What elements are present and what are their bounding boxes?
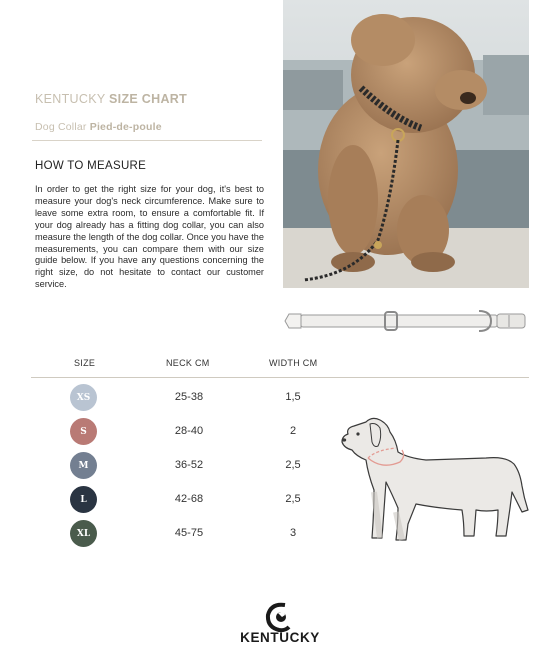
width-value: 2,5 (285, 493, 301, 505)
product-subtitle (35, 121, 162, 133)
collar-icon (281, 306, 531, 336)
kentucky-logo-text: KENTUCKY (240, 630, 320, 645)
size-badge: XL (70, 520, 97, 547)
neck-value: 36-52 (174, 459, 204, 471)
horse-crest-icon (263, 601, 293, 633)
neck-value: 28-40 (174, 425, 204, 437)
size-badge: M (70, 452, 97, 479)
width-value: 3 (289, 527, 297, 539)
width-value: 2 (289, 425, 297, 437)
neck-value: 42-68 (174, 493, 204, 505)
neck-value: 25-38 (174, 391, 204, 403)
size-badge: L (70, 486, 97, 513)
size-row-xs (0, 384, 400, 412)
table-divider (31, 377, 529, 378)
neck-value: 45-75 (174, 527, 204, 539)
product-prefix: Dog Collar (35, 121, 87, 133)
kentucky-logo-icon (263, 601, 293, 633)
dog-neck-illustration (336, 412, 531, 547)
dog-outline-icon (336, 412, 531, 547)
size-chart-title (35, 92, 187, 106)
dog-photo (283, 0, 529, 288)
brand-name: KENTUCKY (35, 92, 106, 106)
how-to-measure-heading: HOW TO MEASURE (35, 160, 147, 172)
header-neck: NECK CM (166, 358, 210, 368)
size-badge: S (70, 418, 97, 445)
how-to-measure-text: In order to get the right size for your dog, it's best to measure your dog's neck circumference. Make sure to leave some extra room, to ensure a comfortable fit. If your dog already has a fitting dog collar, you can also measure the length of the dog collar. Once you have the measurements, you can compare them with our size guide below. If you have any questions concerning the right size, do not hesitate to contact our customer service. (35, 184, 264, 290)
size-badge: XS (70, 384, 97, 411)
chart-label: SIZE CHART (109, 92, 188, 106)
width-value: 2,5 (285, 459, 301, 471)
title-divider (32, 140, 262, 141)
header-size: SIZE (74, 358, 96, 368)
dog-photo-illustration (283, 0, 529, 288)
header-width: WIDTH CM (269, 358, 318, 368)
width-value: 1,5 (285, 391, 301, 403)
collar-drawing (281, 306, 531, 336)
product-name: Pied-de-poule (89, 121, 162, 133)
